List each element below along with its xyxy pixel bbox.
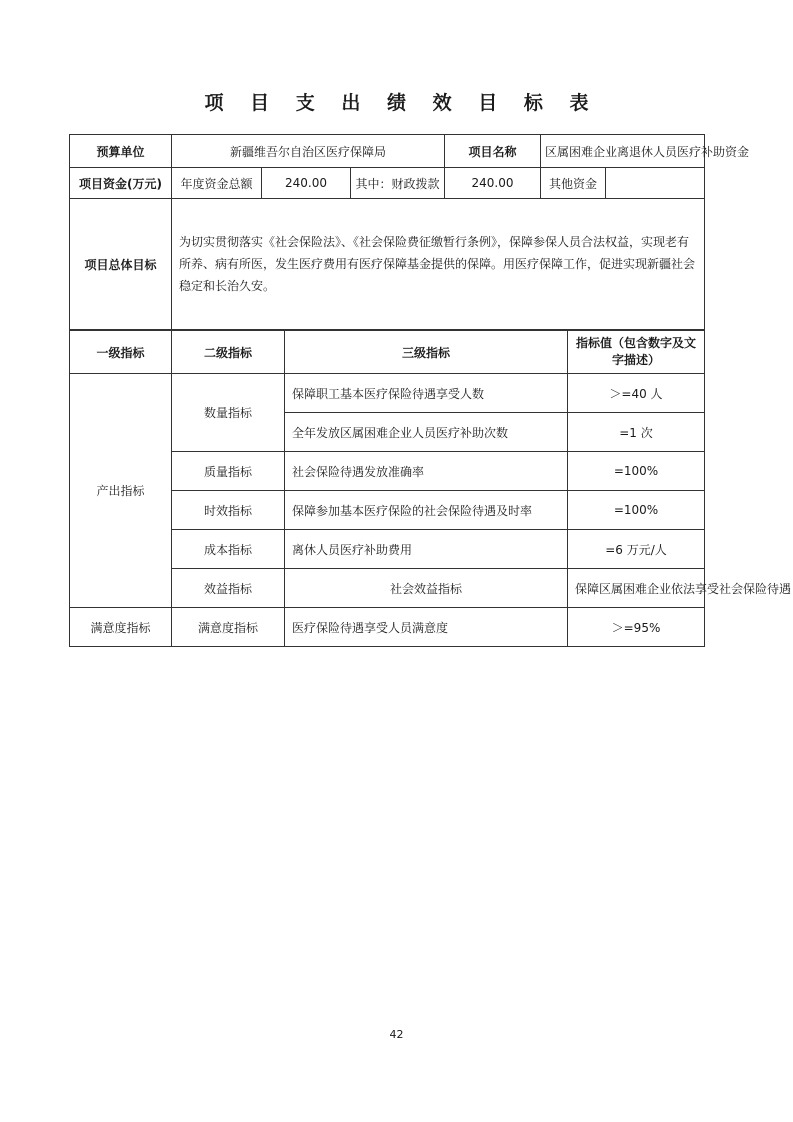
- cost-indicator-value: =6 万元/人: [568, 530, 705, 569]
- cost-indicator-label: 成本指标: [172, 530, 285, 569]
- page-title: 项 目 支 出 绩 效 目 标 表: [204, 92, 599, 114]
- project-name-value: 区属困难企业离退休人员医疗补助资金: [541, 135, 705, 168]
- timeliness-indicator-label: 时效指标: [172, 491, 285, 530]
- indicators-table: [69, 330, 792, 647]
- benefit-indicator-label: 效益指标: [172, 569, 285, 608]
- project-name-label: 项目名称: [445, 135, 541, 168]
- quality-indicator-value: =100%: [568, 452, 705, 491]
- page-number: 42: [389, 1028, 404, 1041]
- other-funds-label: 其他资金: [541, 168, 606, 199]
- satisfaction-indicator-value: ＞=95%: [568, 608, 705, 647]
- quantity-indicator-2-value: =1 次: [568, 413, 705, 452]
- timeliness-indicator-value: =100%: [568, 491, 705, 530]
- other-funds-value: [606, 168, 705, 199]
- fiscal-value: 240.00: [445, 168, 541, 199]
- funds-label: 项目资金(万元): [70, 168, 172, 199]
- quantity-indicator-1-value: ＞=40 人: [568, 374, 705, 413]
- quantity-indicator-2-name: 全年发放区属困难企业人员医疗补助次数: [285, 413, 568, 452]
- cost-indicator-name: 离休人员医疗补助费用: [285, 530, 568, 569]
- output-indicator-label: 产出指标: [70, 374, 172, 608]
- fiscal-label: 其中：财政拨款: [351, 168, 445, 199]
- satisfaction-sub-indicator-label: 满意度指标: [172, 608, 285, 647]
- quality-indicator-label: 质量指标: [172, 452, 285, 491]
- col-level3-header: 三级指标: [285, 331, 568, 374]
- timeliness-indicator-name: 保障参加基本医疗保险的社会保险待遇及时率: [285, 491, 568, 530]
- annual-total-label: 年度资金总额: [172, 168, 262, 199]
- budget-unit-value: 新疆维吾尔自治区医疗保障局: [172, 135, 445, 168]
- satisfaction-indicator-label: 满意度指标: [70, 608, 172, 647]
- col-value-header: 指标值（包含数字及文字描述）: [568, 331, 705, 374]
- quantity-indicator-1-name: 保障职工基本医疗保险待遇享受人数: [285, 374, 568, 413]
- budget-unit-label: 预算单位: [70, 135, 172, 168]
- social-benefit-indicator-label: 社会效益指标: [285, 569, 568, 608]
- goal-label: 项目总体目标: [70, 199, 172, 330]
- goal-text: 为切实贯彻落实《社会保险法》、《社会保险费征缴暂行条例》，保障参保人员合法权益，实现老有所养、病有所医，发生医疗费用有医疗保障基金提供的保障。用医疗保障工作，促进实现新疆社会稳定和长治久安。: [172, 199, 705, 330]
- annual-total-value: 240.00: [262, 168, 351, 199]
- social-benefit-indicator-name: 保障区属困难企业依法享受社会保险待遇: [568, 569, 705, 608]
- quantity-indicator-label: 数量指标: [172, 374, 285, 452]
- satisfaction-indicator-name: 医疗保险待遇享受人员满意度: [285, 608, 568, 647]
- quality-indicator-name: 社会保险待遇发放准确率: [285, 452, 568, 491]
- col-level2-header: 二级指标: [172, 331, 285, 374]
- project-info-table: [69, 134, 750, 330]
- col-level1-header: 一级指标: [70, 331, 172, 374]
